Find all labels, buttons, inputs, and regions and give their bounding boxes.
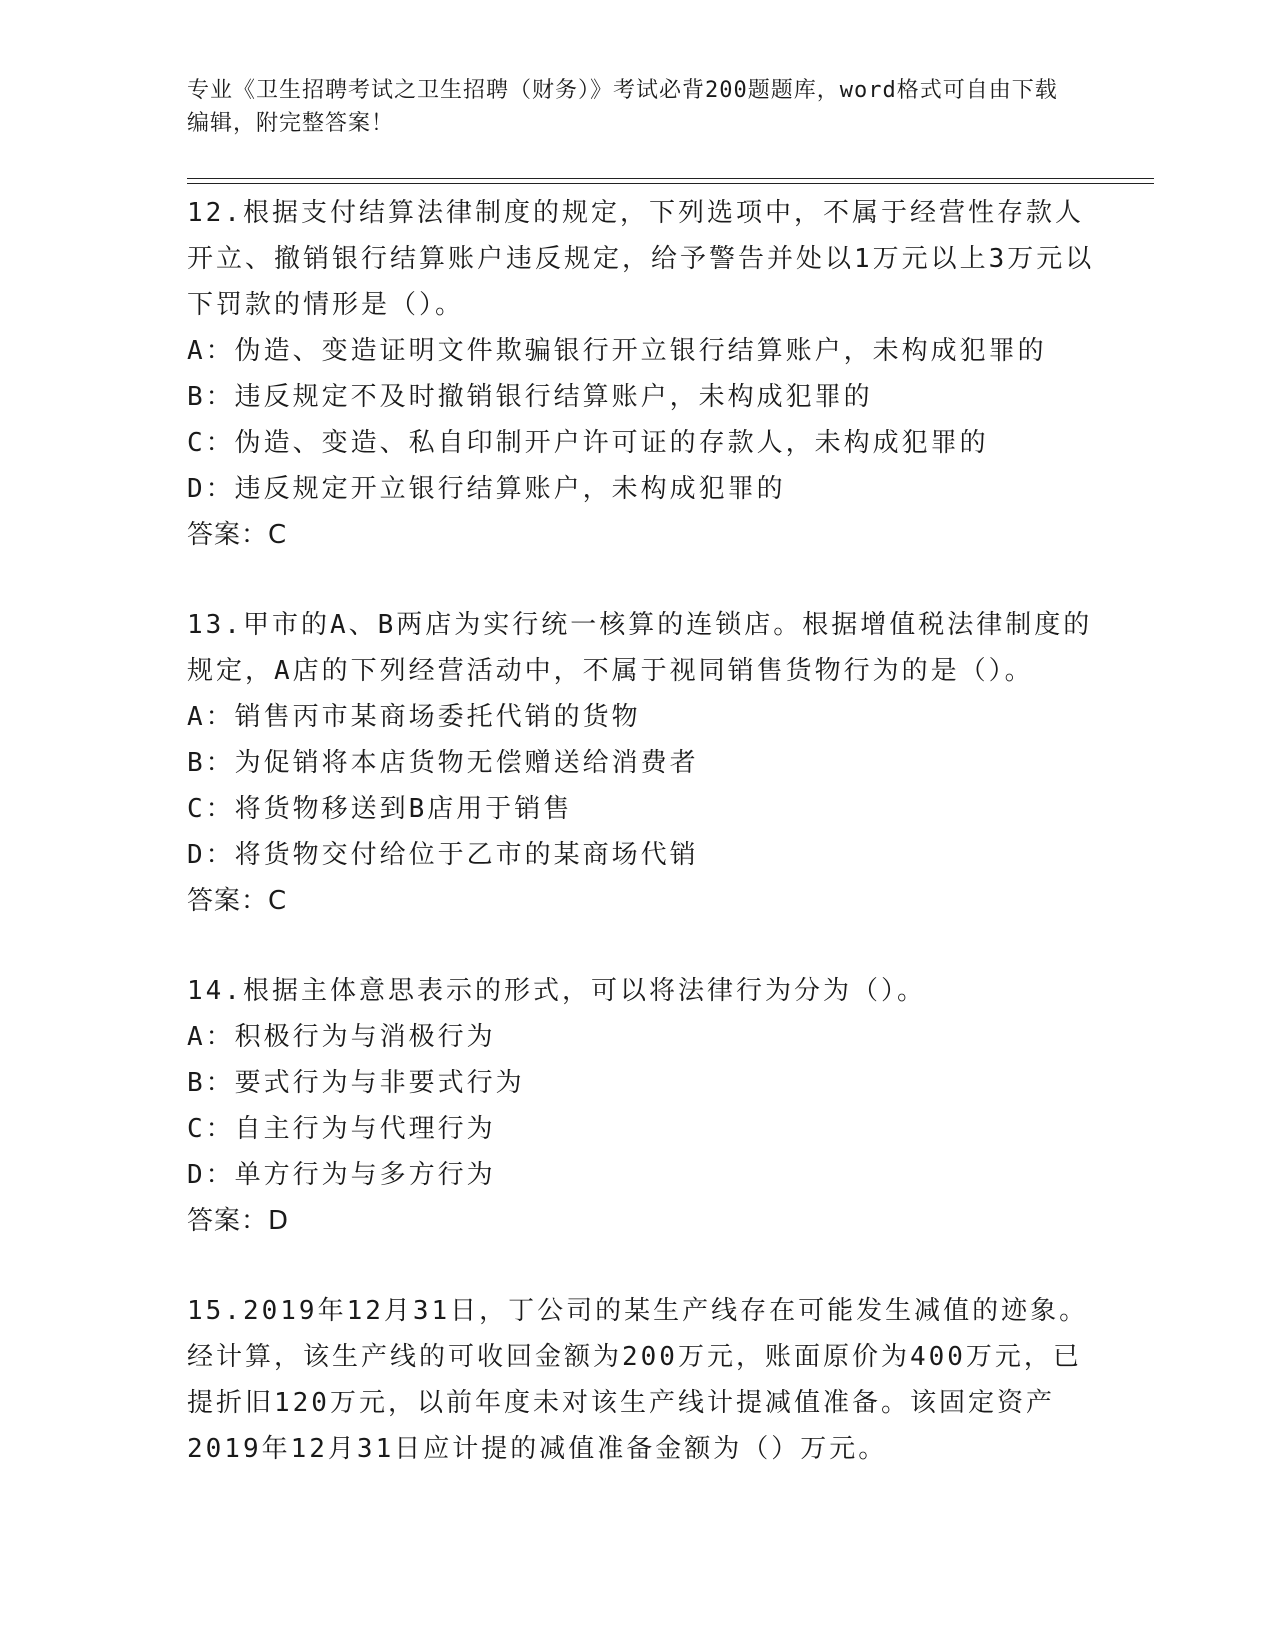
question-stem: 14.根据主体意思表示的形式，可以将法律行为分为（）。 xyxy=(187,976,926,1006)
question-stem: 13.甲市的A、B两店为实行统一核算的连锁店。根据增值税法律制度的规定，A店的下列经营活动中，不属于视同销售货物行为的是（）。 xyxy=(187,610,1093,686)
question-list xyxy=(187,190,1107,1516)
option-d: D：单方行为与多方行为 xyxy=(187,1160,496,1190)
option-c: C：自主行为与代理行为 xyxy=(187,1114,496,1144)
question-stem: 12.根据支付结算法律制度的规定，下列选项中，不属于经营性存款人开立、撤销银行结算账户违反规定，给予警告并处以1万元以上3万元以下罚款的情形是（）。 xyxy=(187,198,1095,320)
option-b: B：为促销将本店货物无偿赠送给消费者 xyxy=(187,748,699,778)
answer-line: 答案：C xyxy=(187,520,288,550)
option-a: A：伪造、变造证明文件欺骗银行开立银行结算账户，未构成犯罪的 xyxy=(187,336,1047,366)
question-13 xyxy=(187,602,1107,924)
question-12 xyxy=(187,190,1107,558)
option-d: D：违反规定开立银行结算账户，未构成犯罪的 xyxy=(187,474,786,504)
answer-line: 答案：D xyxy=(187,1206,290,1236)
answer-line: 答案：C xyxy=(187,886,288,916)
header-divider-top xyxy=(187,178,1154,179)
option-b: B：违反规定不及时撤销银行结算账户，未构成犯罪的 xyxy=(187,382,873,412)
option-b: B：要式行为与非要式行为 xyxy=(187,1068,525,1098)
option-c: C：伪造、变造、私自印制开户许可证的存款人，未构成犯罪的 xyxy=(187,428,989,458)
option-a: A：积极行为与消极行为 xyxy=(187,1022,496,1052)
document-header-intro: 专业《卫生招聘考试之卫生招聘（财务）》考试必背200题题库，word格式可自由下载编辑，附完整答案！ xyxy=(187,78,1058,136)
option-c: C：将货物移送到B店用于销售 xyxy=(187,794,573,824)
header-divider-bottom xyxy=(187,183,1154,184)
option-d: D：将货物交付给位于乙市的某商场代销 xyxy=(187,840,699,870)
question-stem: 15.2019年12月31日，丁公司的某生产线存在可能发生减值的迹象。经计算，该生产线的可收回金额为200万元，账面原价为400万元，已提折旧120万元，以前年度未对该生产线计提减值准备。该固定资产2019年12月31日应计提的减值准备金额为（）万元。 xyxy=(187,1296,1089,1464)
option-a: A：销售丙市某商场委托代销的货物 xyxy=(187,702,641,732)
question-14 xyxy=(187,968,1107,1244)
question-15 xyxy=(187,1288,1107,1472)
